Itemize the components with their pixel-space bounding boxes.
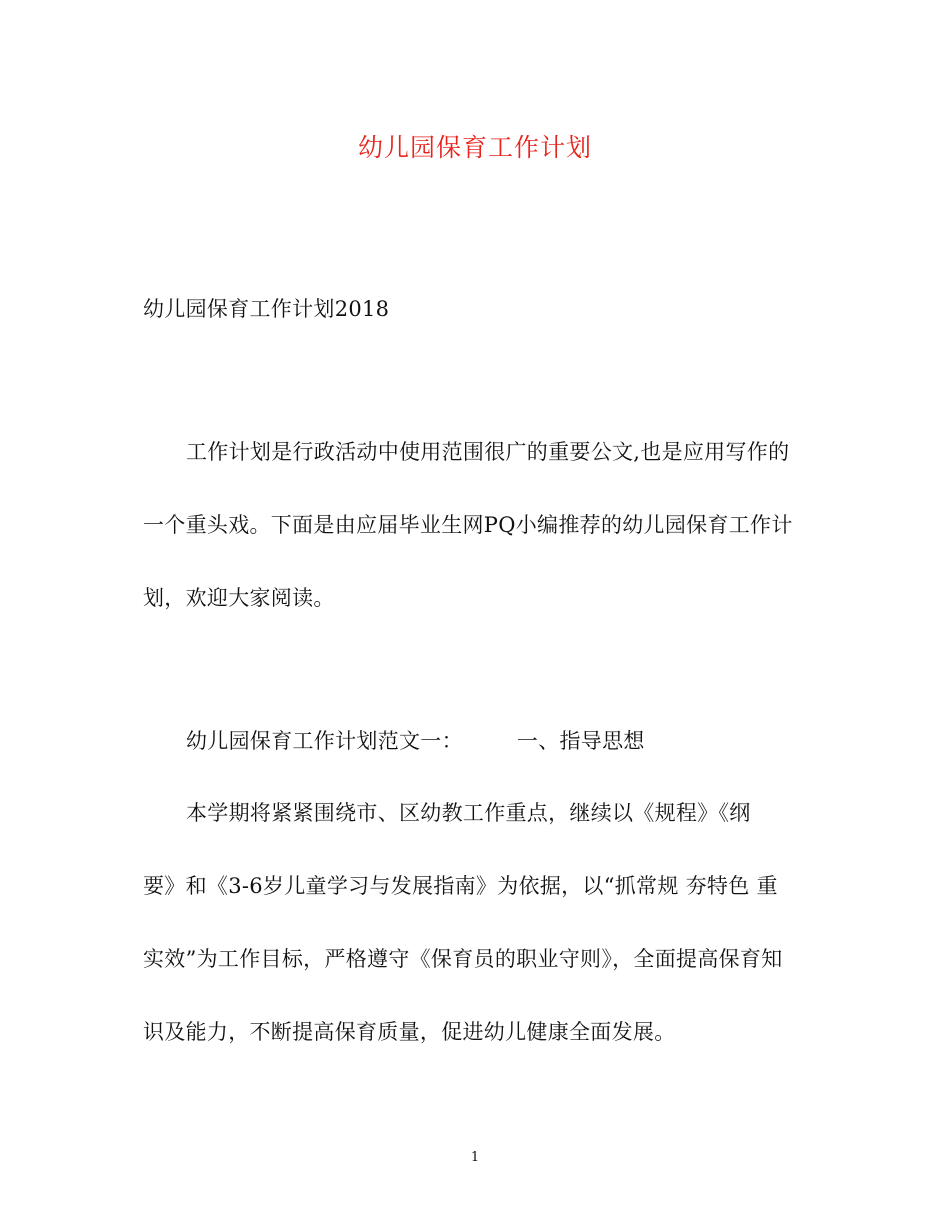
document-title: 幼儿园保育工作计划 — [357, 133, 592, 162]
intro-paragraph-line: 一个重头戏。下面是由应届毕业生网PQ小编推荐的幼儿园保育工作计 — [143, 513, 793, 537]
document-subtitle: 幼儿园保育工作计划2018 — [143, 297, 390, 321]
sample-heading: 幼儿园保育工作计划范文一： — [186, 729, 463, 753]
intro-paragraph-line: 划，欢迎大家阅读。 — [143, 586, 335, 610]
body-paragraph-line: 要》和《3-6岁儿童学习与发展指南》为依据，以“抓常规 夯特色 重 — [143, 874, 778, 898]
body-paragraph-line: 实效”为工作目标，严格遵守《保育员的职业守则》，全面提高保育知 — [143, 947, 783, 971]
body-paragraph-line: 识及能力，不断提高保育质量，促进幼儿健康全面发展。 — [143, 1020, 676, 1044]
section-heading: 一、指导思想 — [516, 729, 645, 753]
heading-row — [186, 726, 645, 756]
page-number: 1 — [470, 1150, 480, 1165]
body-paragraph-line: 本学期将紧紧围绕市、区幼教工作重点，继续以《规程》《纲 — [186, 801, 751, 825]
intro-paragraph-line: 工作计划是行政活动中使用范围很广的重要公文,也是应用写作的 — [186, 440, 790, 464]
